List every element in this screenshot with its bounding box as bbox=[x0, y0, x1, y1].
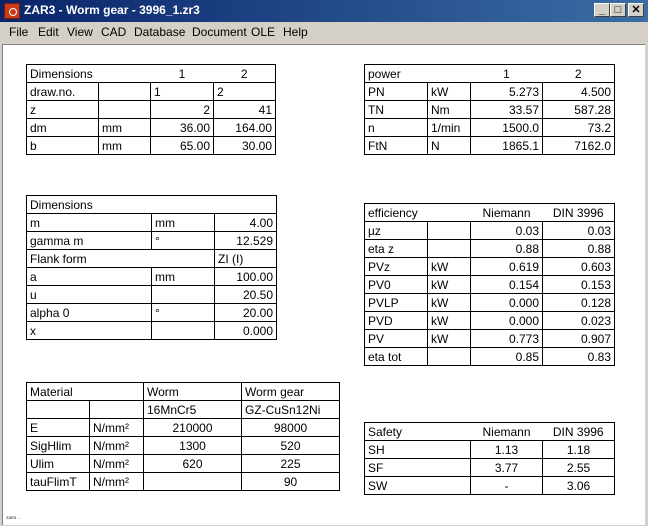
table-row bbox=[27, 268, 277, 286]
table-cell: 4.00 bbox=[215, 214, 277, 232]
table-cell: 20.00 bbox=[215, 304, 277, 322]
table-cell bbox=[152, 286, 215, 304]
table-cell: ZI (I) bbox=[215, 250, 277, 268]
title-bar bbox=[0, 0, 648, 22]
app-icon[interactable] bbox=[4, 3, 20, 19]
table-cell: ° bbox=[152, 232, 215, 250]
table-cell: PV bbox=[365, 330, 428, 348]
table-cell: 0.000 bbox=[471, 294, 543, 312]
table-cell: b bbox=[27, 137, 99, 155]
table-cell bbox=[27, 401, 90, 419]
table-row bbox=[27, 437, 340, 455]
table-cell: 98000 bbox=[242, 419, 340, 437]
table-row bbox=[365, 222, 615, 240]
table-row bbox=[365, 423, 615, 441]
table-row bbox=[27, 214, 277, 232]
table-cell: µz bbox=[365, 222, 428, 240]
table-cell: 2 bbox=[151, 101, 214, 119]
table-cell bbox=[99, 83, 151, 101]
table-row bbox=[27, 419, 340, 437]
table-cell: 0.03 bbox=[471, 222, 543, 240]
table-cell: eta tot bbox=[365, 348, 428, 366]
table-row bbox=[27, 250, 277, 268]
table-cell: 0.153 bbox=[543, 276, 615, 294]
table-cell: 210000 bbox=[144, 419, 242, 437]
table-cell: 164.00 bbox=[214, 119, 276, 137]
menu-ole[interactable]: OLE bbox=[251, 25, 276, 39]
efficiency-table bbox=[364, 203, 615, 366]
table-row bbox=[27, 304, 277, 322]
table-cell: power bbox=[365, 65, 428, 83]
table-cell: eta z bbox=[365, 240, 428, 258]
table-cell: Dimensions bbox=[27, 65, 99, 83]
table-row bbox=[365, 312, 615, 330]
table-row bbox=[365, 441, 615, 459]
table-cell: 0.88 bbox=[471, 240, 543, 258]
table-cell: 2.55 bbox=[543, 459, 615, 477]
table-cell: ° bbox=[152, 304, 215, 322]
table-cell: 1500.0 bbox=[471, 119, 543, 137]
table-row bbox=[27, 232, 277, 250]
table-cell: 1/min bbox=[428, 119, 471, 137]
table-cell: tauFlimT bbox=[27, 473, 90, 491]
table-cell: 36.00 bbox=[151, 119, 214, 137]
table-row bbox=[27, 455, 340, 473]
table-row bbox=[27, 473, 340, 491]
table-cell: Flank form bbox=[27, 250, 152, 268]
table-cell: 4.500 bbox=[543, 83, 615, 101]
table-cell: kW bbox=[428, 276, 471, 294]
table-cell: 0.83 bbox=[543, 348, 615, 366]
footer-text: ZAR3 ... bbox=[6, 515, 21, 520]
table-cell: 73.2 bbox=[543, 119, 615, 137]
table-cell: dm bbox=[27, 119, 99, 137]
table-cell bbox=[99, 101, 151, 119]
window-title: ZAR3 - Worm gear - 3996_1.zr3 bbox=[24, 3, 200, 17]
table-cell: 620 bbox=[144, 455, 242, 473]
table-cell: N/mm² bbox=[90, 455, 144, 473]
table-cell: TN bbox=[365, 101, 428, 119]
table-row bbox=[365, 204, 615, 222]
table-cell: 1.13 bbox=[471, 441, 543, 459]
table-cell: 7162.0 bbox=[543, 137, 615, 155]
menu-file[interactable]: File bbox=[9, 25, 29, 39]
table-cell: N bbox=[428, 137, 471, 155]
table-cell: N/mm² bbox=[90, 437, 144, 455]
table-cell: PN bbox=[365, 83, 428, 101]
table-cell: kW bbox=[428, 258, 471, 276]
table-cell: kW bbox=[428, 312, 471, 330]
table-cell: alpha 0 bbox=[27, 304, 152, 322]
power-table bbox=[364, 64, 615, 155]
table-cell bbox=[428, 423, 471, 441]
table-cell: 0.85 bbox=[471, 348, 543, 366]
table-row bbox=[27, 322, 277, 340]
document-canvas bbox=[2, 44, 645, 525]
table-cell: SW bbox=[365, 477, 428, 495]
table-cell: SigHlim bbox=[27, 437, 90, 455]
table-row bbox=[365, 258, 615, 276]
table-cell: 520 bbox=[242, 437, 340, 455]
table-cell: 0.023 bbox=[543, 312, 615, 330]
table-cell: u bbox=[27, 286, 152, 304]
table-cell: 1300 bbox=[144, 437, 242, 455]
table-cell: Safety bbox=[365, 423, 428, 441]
table-cell: 90 bbox=[242, 473, 340, 491]
menu-bar bbox=[0, 22, 648, 42]
table-cell bbox=[428, 459, 471, 477]
menu-cad[interactable]: CAD bbox=[101, 25, 127, 39]
table-cell: 12.529 bbox=[215, 232, 277, 250]
dimensions-geometry-table bbox=[26, 195, 277, 340]
table-cell: PVz bbox=[365, 258, 428, 276]
table-cell: DIN 3996 bbox=[543, 423, 615, 441]
table-row bbox=[365, 137, 615, 155]
table-cell: PV0 bbox=[365, 276, 428, 294]
table-cell: 2 bbox=[214, 65, 276, 83]
table-cell: 0.619 bbox=[471, 258, 543, 276]
table-row bbox=[365, 348, 615, 366]
table-cell: 1 bbox=[151, 65, 214, 83]
table-cell: Niemann bbox=[471, 204, 543, 222]
menu-edit[interactable]: Edit bbox=[38, 25, 59, 39]
table-cell: mm bbox=[152, 214, 215, 232]
table-cell: kW bbox=[428, 83, 471, 101]
menu-help[interactable]: Help bbox=[283, 25, 308, 39]
table-cell: PVLP bbox=[365, 294, 428, 312]
table-cell: E bbox=[27, 419, 90, 437]
table-cell: 1865.1 bbox=[471, 137, 543, 155]
table-cell bbox=[152, 250, 215, 268]
table-cell: N/mm² bbox=[90, 419, 144, 437]
table-cell: Material bbox=[27, 383, 90, 401]
table-row bbox=[365, 240, 615, 258]
table-cell: DIN 3996 bbox=[543, 204, 615, 222]
safety-table bbox=[364, 422, 615, 495]
table-cell bbox=[90, 401, 144, 419]
table-cell: 2 bbox=[543, 65, 615, 83]
table-cell: m bbox=[27, 214, 152, 232]
table-cell: Ulim bbox=[27, 455, 90, 473]
table-cell: 20.50 bbox=[215, 286, 277, 304]
table-row bbox=[365, 276, 615, 294]
table-cell: mm bbox=[152, 268, 215, 286]
table-cell: 0.000 bbox=[215, 322, 277, 340]
table-row bbox=[27, 286, 277, 304]
table-row bbox=[27, 119, 276, 137]
menu-document[interactable]: Document bbox=[192, 25, 247, 39]
table-row bbox=[365, 119, 615, 137]
table-cell: mm bbox=[99, 119, 151, 137]
table-cell: 16MnCr5 bbox=[144, 401, 242, 419]
table-cell bbox=[90, 383, 144, 401]
table-cell: - bbox=[471, 477, 543, 495]
table-cell: 587.28 bbox=[543, 101, 615, 119]
table-cell: z bbox=[27, 101, 99, 119]
table-cell: x bbox=[27, 322, 152, 340]
table-row bbox=[365, 294, 615, 312]
maximize-button[interactable]: □ bbox=[610, 3, 626, 17]
table-cell: 0.154 bbox=[471, 276, 543, 294]
menu-database[interactable]: Database bbox=[134, 25, 186, 39]
table-row bbox=[365, 65, 615, 83]
table-cell: 33.57 bbox=[471, 101, 543, 119]
table-cell: SH bbox=[365, 441, 428, 459]
table-cell bbox=[428, 441, 471, 459]
table-cell: 0.88 bbox=[543, 240, 615, 258]
table-row bbox=[365, 330, 615, 348]
table-cell: n bbox=[365, 119, 428, 137]
table-cell: a bbox=[27, 268, 152, 286]
menu-view[interactable]: View bbox=[67, 25, 93, 39]
table-row bbox=[27, 401, 340, 419]
table-row bbox=[365, 459, 615, 477]
table-cell bbox=[428, 348, 471, 366]
table-row bbox=[365, 83, 615, 101]
table-cell: PVD bbox=[365, 312, 428, 330]
table-cell: 0.907 bbox=[543, 330, 615, 348]
table-cell: 0.000 bbox=[471, 312, 543, 330]
table-cell: 0.603 bbox=[543, 258, 615, 276]
table-cell: 41 bbox=[214, 101, 276, 119]
table-cell: 5.273 bbox=[471, 83, 543, 101]
table-cell: 1 bbox=[471, 65, 543, 83]
table-row bbox=[365, 101, 615, 119]
table-cell: 30.00 bbox=[214, 137, 276, 155]
table-row bbox=[27, 137, 276, 155]
table-cell: 0.773 bbox=[471, 330, 543, 348]
table-cell: GZ-CuSn12Ni bbox=[242, 401, 340, 419]
table-cell: draw.no. bbox=[27, 83, 99, 101]
table-cell bbox=[152, 322, 215, 340]
table-row bbox=[27, 383, 340, 401]
table-cell bbox=[428, 477, 471, 495]
table-row bbox=[27, 65, 276, 83]
table-cell: Nm bbox=[428, 101, 471, 119]
table-cell bbox=[428, 240, 471, 258]
table-cell: Worm gear bbox=[242, 383, 340, 401]
table-row bbox=[27, 83, 276, 101]
table-cell: 0.128 bbox=[543, 294, 615, 312]
table-cell bbox=[428, 222, 471, 240]
table-cell bbox=[428, 204, 471, 222]
table-cell: 2 bbox=[214, 83, 276, 101]
table-cell: kW bbox=[428, 294, 471, 312]
minimize-button[interactable]: _ bbox=[594, 3, 610, 17]
table-cell: 100.00 bbox=[215, 268, 277, 286]
table-cell: kW bbox=[428, 330, 471, 348]
table-row bbox=[27, 196, 277, 214]
table-cell: Worm bbox=[144, 383, 242, 401]
table-row bbox=[365, 477, 615, 495]
table-cell: gamma m bbox=[27, 232, 152, 250]
table-cell bbox=[144, 473, 242, 491]
table-cell bbox=[99, 65, 151, 83]
table-cell: 65.00 bbox=[151, 137, 214, 155]
table-cell: Dimensions bbox=[27, 196, 277, 214]
table-cell: mm bbox=[99, 137, 151, 155]
table-cell: 3.06 bbox=[543, 477, 615, 495]
table-cell: Niemann bbox=[471, 423, 543, 441]
table-cell: SF bbox=[365, 459, 428, 477]
table-cell: 1.18 bbox=[543, 441, 615, 459]
table-cell: 225 bbox=[242, 455, 340, 473]
table-cell: 0.03 bbox=[543, 222, 615, 240]
table-cell: 3.77 bbox=[471, 459, 543, 477]
dimensions-table bbox=[26, 64, 276, 155]
table-cell bbox=[428, 65, 471, 83]
table-cell: 1 bbox=[151, 83, 214, 101]
material-table bbox=[26, 382, 340, 491]
table-row bbox=[27, 101, 276, 119]
table-cell: efficiency bbox=[365, 204, 428, 222]
table-cell: FtN bbox=[365, 137, 428, 155]
close-button[interactable]: ✕ bbox=[628, 3, 644, 17]
table-cell: N/mm² bbox=[90, 473, 144, 491]
